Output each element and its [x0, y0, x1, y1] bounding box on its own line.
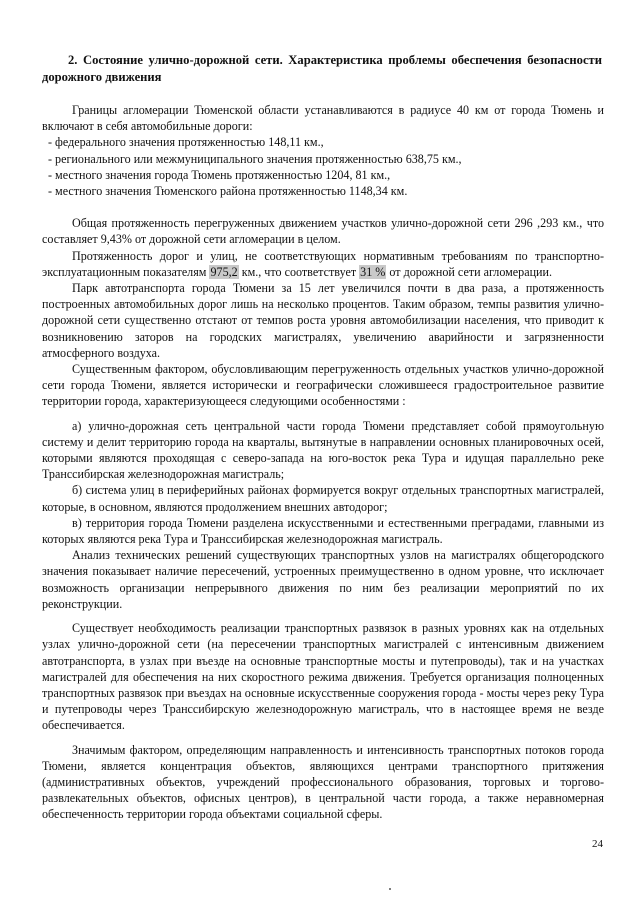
road-item-federal: - федерального значения протяженностью 148,11 км.,: [48, 135, 324, 150]
factor-paragraph: Существенным фактором, обусловливающим перегруженность отдельных участков улично-дорожной сети города Тюмени, является исторически и географически сложившееся градостроительное развитие территории города, характеризующееся следующими особенностями :: [42, 362, 604, 409]
feature-item-c: в) территория города Тюмени разделена искусственными и естественными преградами, главными из которых являются река Тура и Транссибирская железнодорожная магистраль.: [42, 515, 604, 547]
highlighted-percent-value: 31 %: [360, 264, 386, 279]
fleet-paragraph: Парк автотранспорта города Тюмени за 15 лет увеличился почти в два раза, а протяженность построенных автомобильных дорог лишь на несколько процентов. Таким образом, темпы развития улично-дорожной сети существенно отстают от темпов роста уровня автомобилизации населения, что приводит к возникновению заторов на городских магистралях, увеличению аварийности и загрязненности атмосферного воздуха.: [42, 281, 604, 360]
document-body: [42, 102, 604, 823]
overloaded-paragraph: Общая протяженность перегруженных движением участков улично-дорожной сети 296 ,293 км., что составляет 9,43% от дорожной сети агломерации в целом.: [42, 216, 604, 247]
need-paragraph: Существует необходимость реализации транспортных развязок в разных уровнях как на отдельных узлах улично-дорожной сети (на пересечении транспортных магистралей с интенсивным движением автотранспорта, в узлах при въезде на основные транспортные мосты и путепроводы), так и на участках магистралей для обеспечения на них скоростного режима движения. Требуется организация полноценных транспортных развязок при въездах на основные искусственные сооружения города - мосты через реку Тура и путепроводы через Транссибирскую железнодорожную магистраль, что в настоящее время не везде обеспечивается.: [42, 621, 604, 733]
nonstandard-text-before: Протяженность дорог и улиц, не соответствующих нормативным требованиям по транспортно-эксплуатационным показателям: [42, 248, 604, 279]
road-item-regional: - регионального или межмуниципального значения протяженностью 638,75 км.,: [48, 151, 462, 166]
analysis-paragraph: Анализ технических решений существующих транспортных узлов на магистралях общегородского значения показывает наличие пересечений, устроенных преимущественно в одном уровне, что исключает возможность организации непрерывного движения по ним без реализации мероприятий по их реконструкции.: [42, 548, 604, 611]
road-item-district: - местного значения Тюменского района протяженностью 1148,34 км.: [48, 184, 408, 199]
significant-factor-paragraph: Значимым фактором, определяющим направленность и интенсивность транспортных потоков города Тюмени, является концентрация объектов, являющихся центрами транспортного притяжения (административных объектов, учреждений профессионального образования, торговых и торгово-развлекательных объектов, офисных центров), в центральной части города, а также неравномерная обеспеченность территории города объектами социальной сферы.: [42, 742, 604, 822]
scan-speck: [389, 888, 391, 890]
nonstandard-text-middle: км., что соответствует: [238, 264, 360, 279]
highlighted-km-value: 975,2: [210, 264, 238, 279]
nonstandard-text-after: от дорожной сети агломерации.: [386, 264, 553, 279]
page-number: 24: [592, 838, 603, 850]
section-heading: 2. Состояние улично-дорожной сети. Характеристика проблемы обеспечения безопасности дорожного движения: [42, 53, 602, 84]
feature-item-a: а) улично-дорожная сеть центральной части города Тюмени представляет собой прямоугольную систему и делит территорию города на кварталы, вытянутые в направлении основных планировочных осей, которыми являются проходящая с северо-запада на юго-восток река Тура и идущая параллельно реке Транссибирская железнодорожная магистраль;: [42, 418, 604, 482]
nonstandard-paragraph: [42, 248, 604, 280]
intro-paragraph: Границы агломерации Тюменской области устанавливаются в радиусе 40 км от города Тюмень и включают в себя автомобильные дороги:: [42, 103, 604, 134]
feature-item-b: б) система улиц в периферийных районах формируется вокруг отдельных транспортных магистралей, которые, в основном, являются продолжением внешних автодорог;: [42, 483, 604, 514]
road-item-city: - местного значения города Тюмень протяженностью 1204, 81 км.,: [48, 167, 391, 182]
